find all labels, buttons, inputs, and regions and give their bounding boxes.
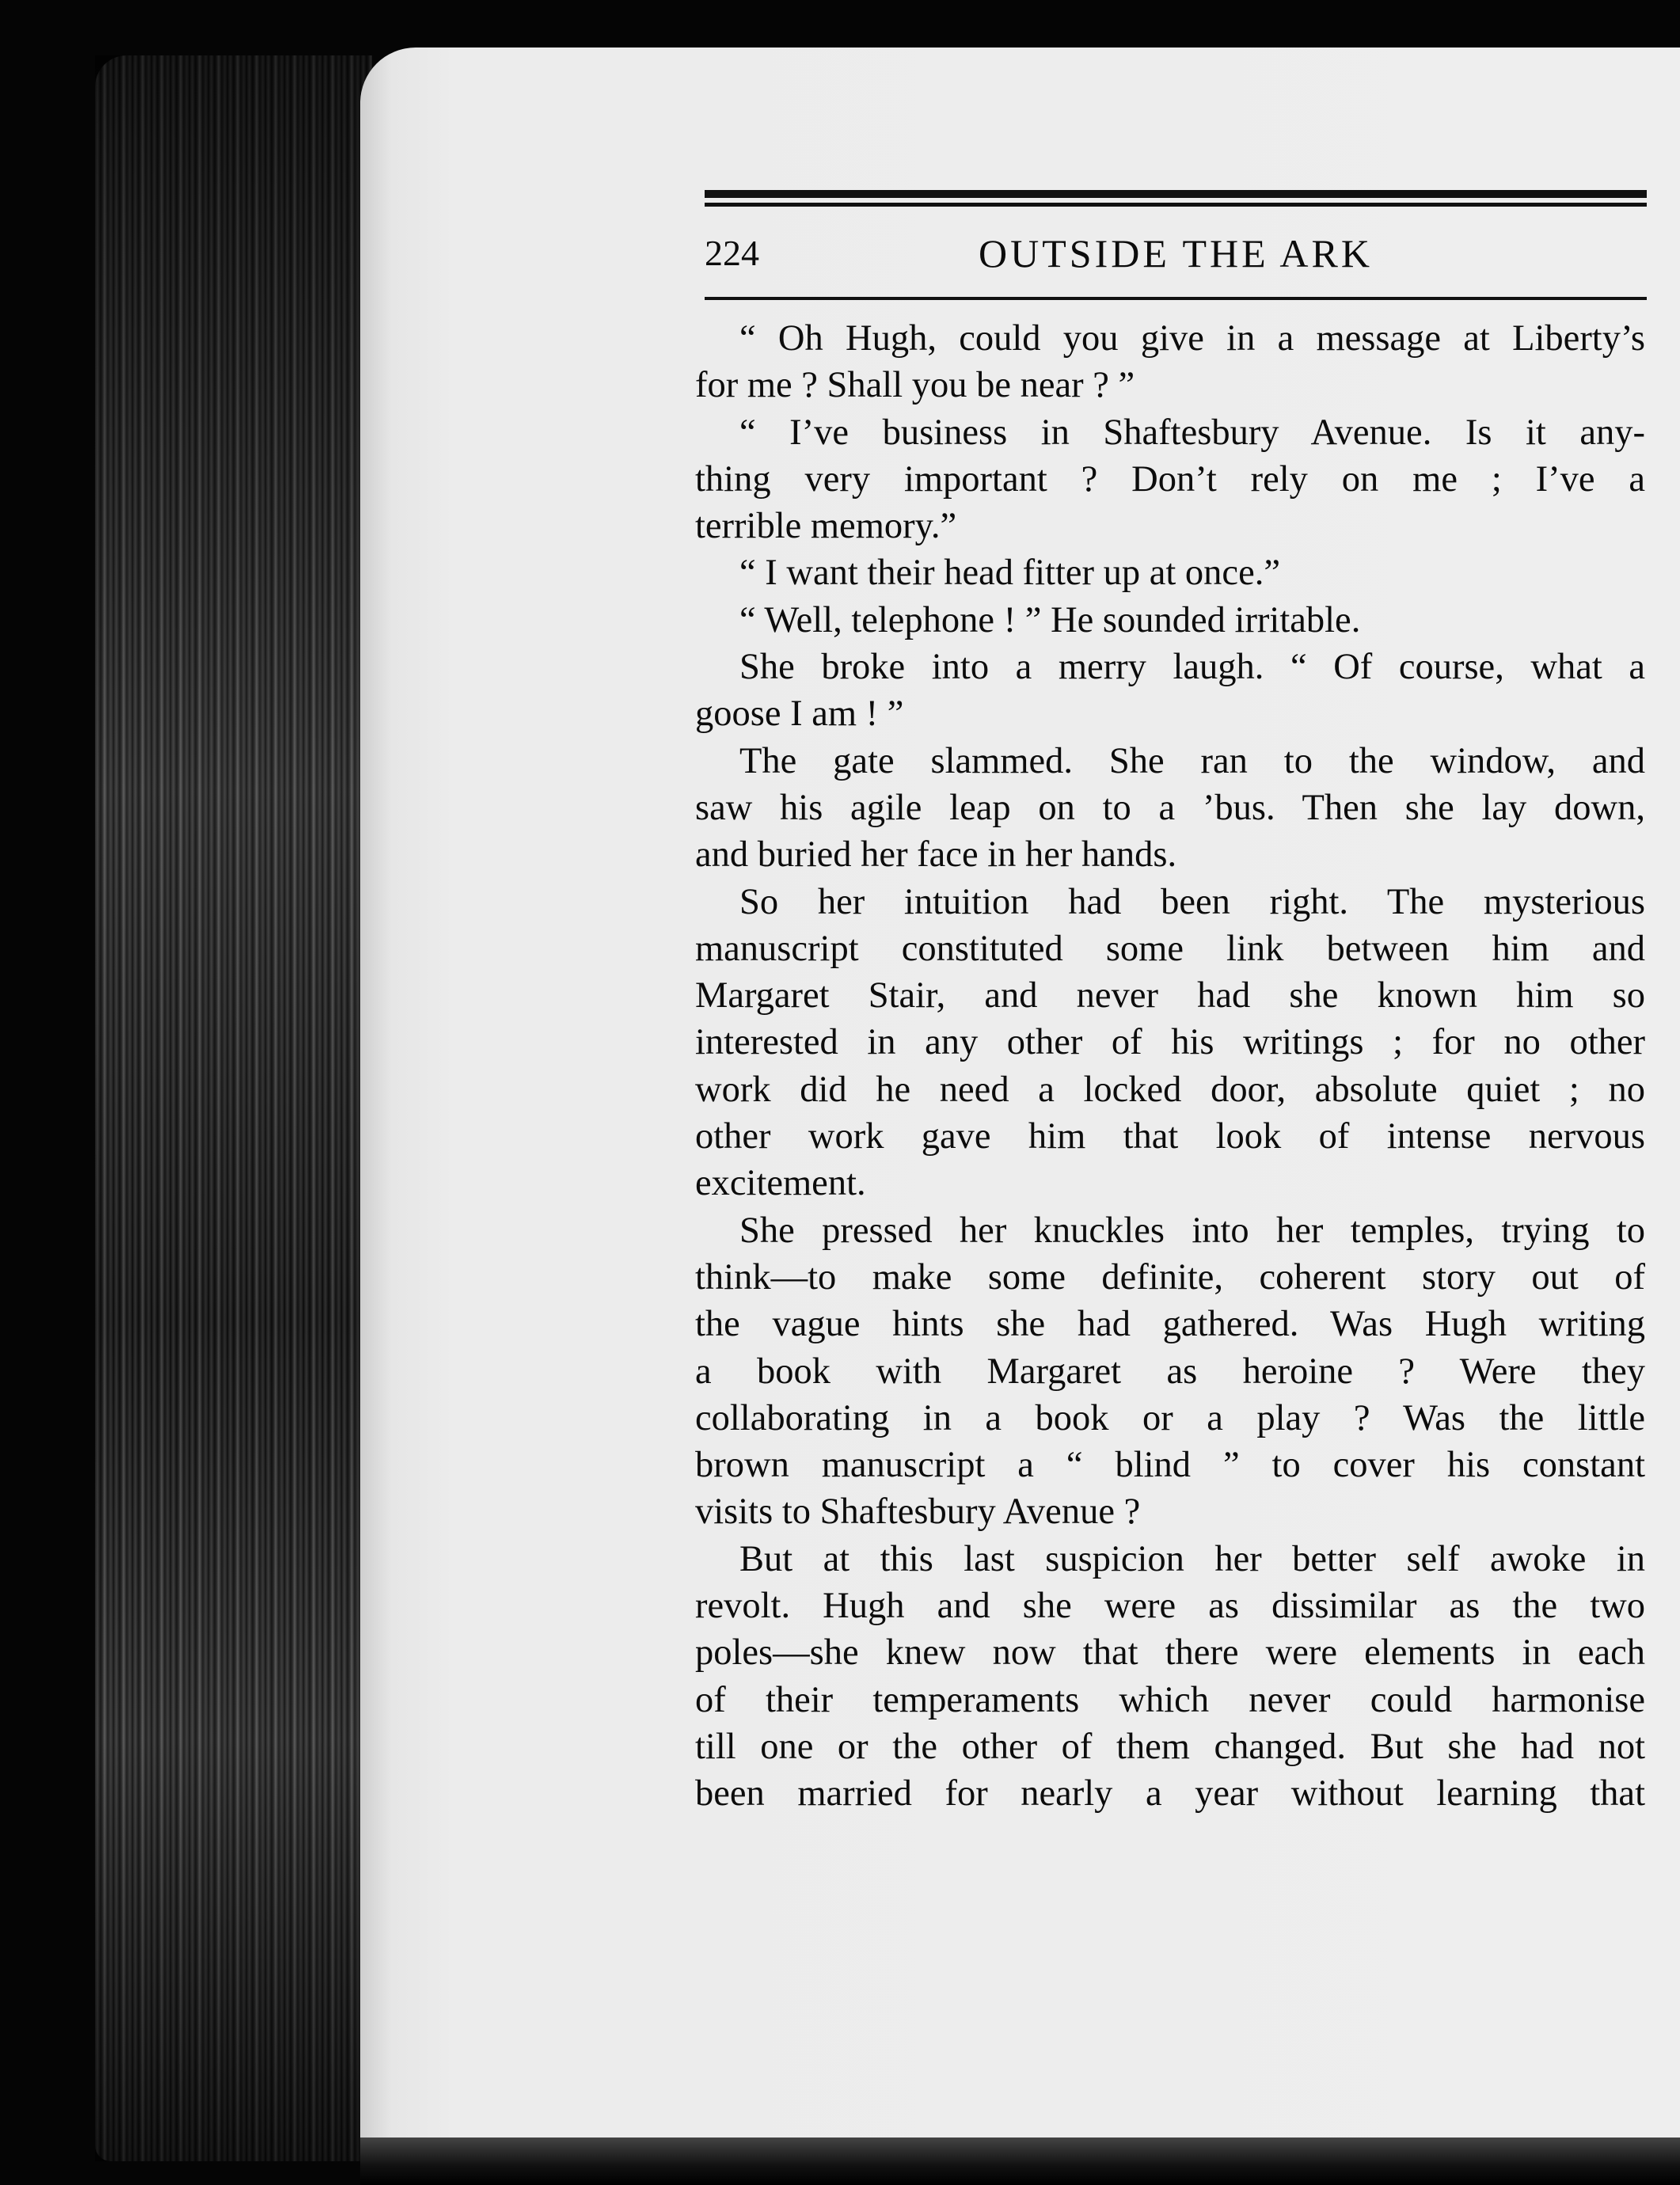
text-line: So her intuition had been right. The mysterious xyxy=(739,881,1645,922)
text-line: The gate slammed. She ran to the window, and xyxy=(739,740,1645,781)
text-line: “ Oh Hugh, could you give in a message at Liberty’s xyxy=(739,318,1645,359)
text-line: been married for nearly a year without learning that xyxy=(695,1773,1645,1814)
text-line: terrible memory.” xyxy=(695,506,957,547)
text-line: the vague hints she had gathered. Was Hugh writing xyxy=(695,1304,1645,1345)
header-rule-thin xyxy=(705,203,1647,207)
text-line: “ I’ve business in Shaftesbury Avenue. Is it any- xyxy=(739,412,1645,453)
text-line: Margaret Stair, and never had she known him so xyxy=(695,975,1645,1016)
body-text xyxy=(695,315,1645,1818)
text-line: “ Well, telephone ! ” He sounded irritable. xyxy=(739,599,1361,640)
text-line: and buried her face in her hands. xyxy=(695,834,1177,876)
text-line: excitement. xyxy=(695,1163,866,1204)
text-line: poles—she knew now that there were elements in each xyxy=(695,1632,1645,1674)
running-head-title: OUTSIDE THE ARK xyxy=(979,231,1373,276)
text-line: goose I am ! ” xyxy=(695,694,904,735)
text-line: “ I want their head fitter up at once.” xyxy=(739,553,1280,594)
book-page-edges xyxy=(95,55,372,2161)
text-line: for me ? Shall you be near ? ” xyxy=(695,365,1135,406)
text-line: manuscript constituted some link between him and xyxy=(695,928,1645,969)
text-line: till one or the other of them changed. But she had not xyxy=(695,1726,1645,1767)
header-rule-bottom xyxy=(705,297,1647,300)
text-line: thing very important ? Don’t rely on me ; I’ve a xyxy=(695,458,1645,500)
text-line: other work gave him that look of intense nervous xyxy=(695,1116,1645,1157)
page-bottom-shadow xyxy=(360,2138,1680,2185)
text-line: But at this last suspicion her better self awoke in xyxy=(739,1538,1645,1579)
page-number: 224 xyxy=(705,233,759,273)
text-line: revolt. Hugh and she were as dissimilar as the two xyxy=(695,1586,1645,1627)
running-header xyxy=(705,230,1647,293)
text-line: of their temperaments which never could harmonise xyxy=(695,1679,1645,1720)
text-line: visits to Shaftesbury Avenue ? xyxy=(695,1492,1141,1533)
text-line: collaborating in a book or a play ? Was the little xyxy=(695,1397,1645,1438)
text-line: interested in any other of his writings ; for no other xyxy=(695,1022,1645,1063)
text-line: saw his agile leap on to a ’bus. Then she lay down, xyxy=(695,787,1645,828)
text-line: She pressed her knuckles into her temples, trying to xyxy=(739,1210,1645,1251)
header-double-rule xyxy=(705,190,1647,211)
header-rule-thick xyxy=(705,190,1647,198)
text-line: work did he need a locked door, absolute quiet ; no xyxy=(695,1069,1645,1110)
text-line: think—to make some definite, coherent story out of xyxy=(695,1256,1645,1298)
text-line: She broke into a merry laugh. “ Of course, what a xyxy=(739,647,1645,688)
text-line: brown manuscript a “ blind ” to cover his constant xyxy=(695,1445,1645,1486)
text-line: a book with Margaret as heroine ? Were they xyxy=(695,1351,1645,1392)
